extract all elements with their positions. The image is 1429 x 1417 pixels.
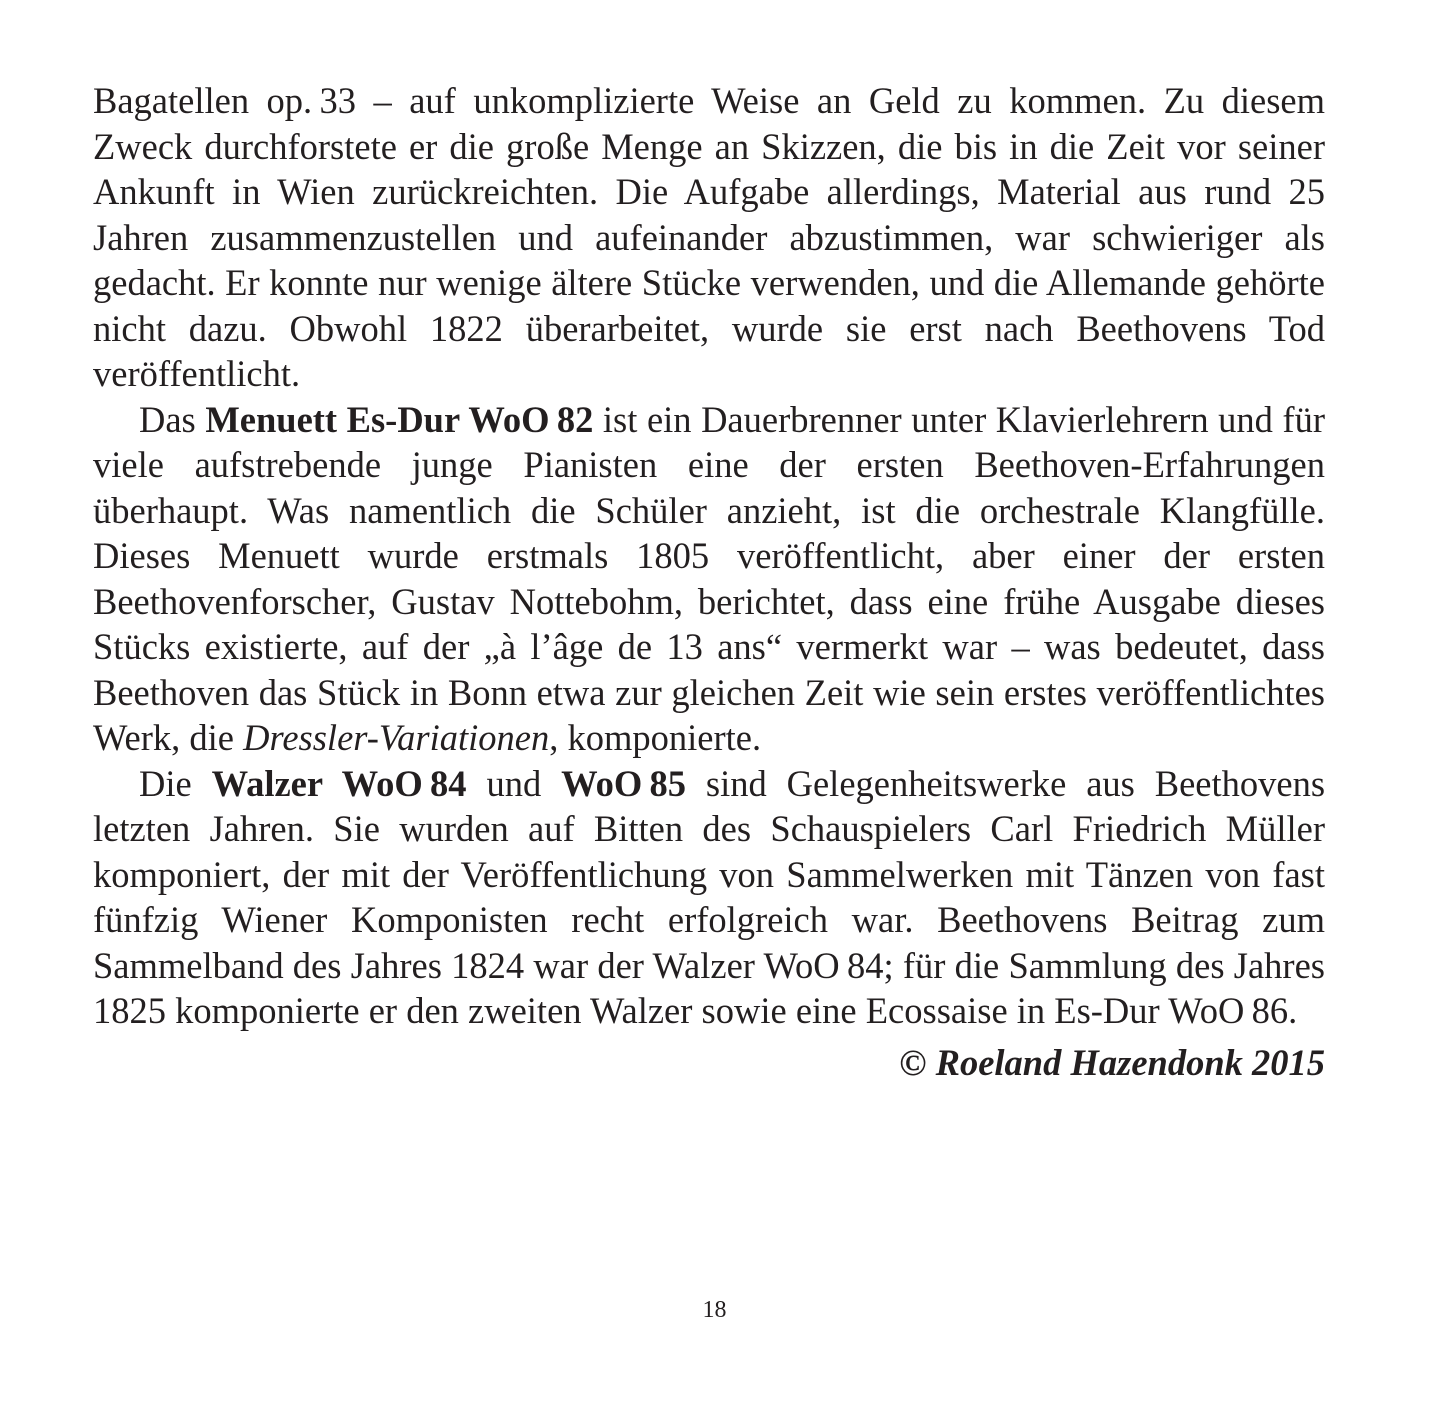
text-run: Das — [139, 398, 206, 440]
work-title-dressler: Dressler-Variationen — [243, 717, 550, 758]
paragraph-menuett — [93, 397, 1325, 761]
page-number: 18 — [702, 1297, 727, 1323]
text-column — [93, 78, 1325, 1085]
text-run: , komponierte. — [549, 717, 762, 758]
text-run: Bagatellen op. 33 – auf unkomplizierte Weise an Geld zu kommen. Zu diesem Zweck durchforstete er die große Menge an Skizzen, die bis in die Zeit vor seiner Ankunft in Wien zurückreichten. Die Aufgabe allerdings, Material aus rund 25 Jahren zusammenzustellen und aufeinander abzustimmen, war schwieriger als gedacht. Er konnte nur wenige ältere Stücke verwenden, und die Allemande gehörte nicht dazu. Obwohl 1822 überarbeitet, wurde sie erst nach Beethovens Tod veröffentlicht. — [93, 80, 1325, 394]
text-run: Die — [139, 762, 212, 804]
text-run: ist ein Dauerbrenner unter Klavierlehrern und für viele aufstrebende junge Pianisten eine der ersten Beethoven-Erfahrungen überhaupt. Was namentlich die Schüler anzieht, ist die orchestrale Klangfülle. Dieses Menuett wurde erstmals 1805 veröffentlicht, aber einer der ersten Beethovenforscher, Gustav Nottebohm, berichtet, dass eine frühe Ausgabe dieses Stücks existierte, auf der „à l’âge de 13 ans“ vermerkt war – was bedeutet, dass Beethoven das Stück in Bonn etwa zur gleichen Zeit wie sein erstes veröffentlichtes Werk, die — [93, 398, 1325, 758]
work-title-menuett: Menuett Es-Dur WoO 82 — [205, 398, 594, 440]
work-title-woo-85: WoO 85 — [561, 762, 687, 804]
paragraph-walzer — [93, 761, 1325, 1034]
text-run: und — [466, 762, 562, 804]
paragraph-bagatellen — [93, 78, 1325, 397]
text-run: sind Gelegenheitswerke aus Beethovens letzten Jahren. Sie wurden auf Bitten des Schauspielers Carl Friedrich Müller komponiert, der mit der Veröffentlichung von Sammelwerken mit Tänzen von fast fünfzig Wiener Komponisten recht erfolgreich war. Beethovens Beitrag zum Sammelband des Jahres 1824 war der Walzer WoO 84; für die Sammlung des Jahres 1825 komponierte er den zweiten Walzer sowie eine Ecossaise in Es-Dur WoO 86. — [93, 762, 1326, 1031]
copyright-line: © Roeland Hazendonk 2015 — [899, 1041, 1325, 1083]
work-title-walzer-84: Walzer WoO 84 — [211, 762, 467, 804]
